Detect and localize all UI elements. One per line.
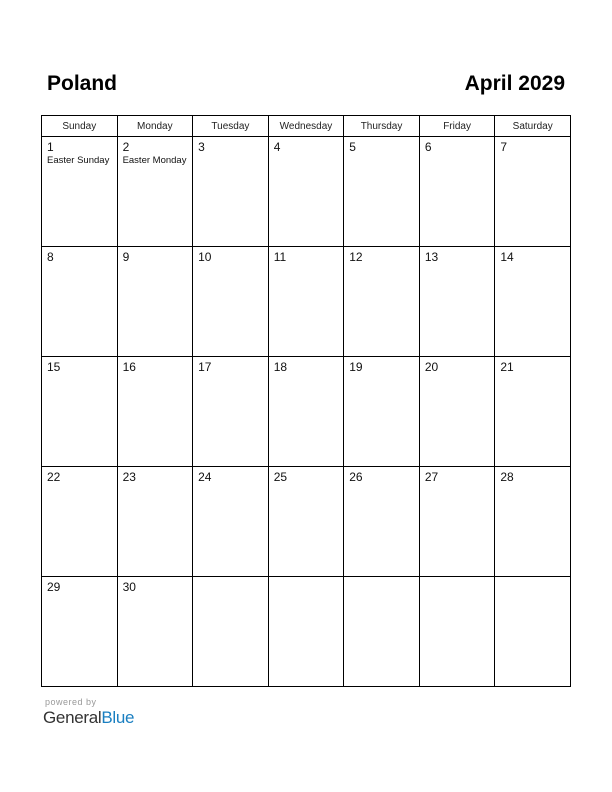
day-cell [268,247,344,357]
day-number: 2 [122,140,130,154]
day-number: 23 [122,470,136,484]
weekday-header: Sunday [42,116,118,137]
day-number: 30 [122,580,136,594]
day-number: 11 [273,250,287,264]
day-number: 24 [198,470,212,484]
day-cell [42,577,118,687]
day-cell [495,247,571,357]
day-cell [344,247,420,357]
day-cell [344,467,420,577]
weekday-header: Thursday [344,116,420,137]
day-number: 3 [198,140,205,154]
powered-by-text: powered by [45,697,97,707]
day-number: 14 [500,250,514,264]
week-row [42,247,571,357]
day-cell [42,247,118,357]
day-number: 12 [349,250,363,264]
weekday-header: Saturday [495,116,571,137]
day-cell [117,577,193,687]
day-number: 16 [122,360,136,374]
week-row [42,357,571,467]
day-cell [193,137,269,247]
holiday-label: Easter Sunday [47,155,110,166]
day-cell [117,247,193,357]
day-cell [117,357,193,467]
day-number: 19 [349,360,363,374]
day-cell [495,357,571,467]
generalblue-logo [43,708,134,728]
holiday-label: Easter Monday [122,155,187,166]
day-number: 10 [198,250,212,264]
footer-branding [43,696,134,728]
weekday-header: Friday [419,116,495,137]
country-title: Poland [47,72,118,95]
day-cell [495,137,571,247]
day-number: 15 [47,360,61,374]
week-row [42,577,571,687]
brand-name-part1: General [43,708,102,727]
month-year-title: April 2029 [464,72,565,95]
day-cell [117,467,193,577]
day-number: 1 [47,140,54,154]
calendar-grid [41,115,571,687]
day-number: 17 [198,360,212,374]
day-number: 29 [47,580,61,594]
day-cell [42,137,118,247]
weekday-header-row [42,116,571,137]
day-cell [193,247,269,357]
day-cell-empty [344,577,420,687]
day-cell [268,357,344,467]
day-cell [117,137,193,247]
day-cell [268,137,344,247]
day-number: 22 [47,470,61,484]
day-number: 13 [424,250,439,264]
day-cell [419,467,495,577]
day-number: 5 [349,140,356,154]
weekday-header: Monday [117,116,193,137]
day-number: 25 [273,470,288,484]
day-cell [419,247,495,357]
week-row [42,137,571,247]
day-number: 28 [500,470,514,484]
day-number: 26 [349,470,363,484]
day-cell-empty [193,577,269,687]
week-row [42,467,571,577]
day-number: 6 [424,140,432,154]
day-cell [344,357,420,467]
day-cell [344,137,420,247]
day-number: 9 [122,250,130,264]
day-number: 20 [424,360,439,374]
day-number: 7 [500,140,508,154]
day-cell [495,467,571,577]
weekday-header: Wednesday [268,116,344,137]
day-cell [419,137,495,247]
day-number: 8 [47,250,54,264]
day-cell [193,467,269,577]
day-cell [193,357,269,467]
brand-name-part2: Blue [101,708,135,727]
day-number: 18 [273,360,288,374]
day-cell [268,467,344,577]
day-cell-empty [268,577,344,687]
day-number: 27 [424,470,439,484]
weekday-header: Tuesday [193,116,269,137]
day-number: 4 [273,140,281,154]
day-cell [42,357,118,467]
day-number: 21 [500,360,514,374]
day-cell [42,467,118,577]
day-cell [419,357,495,467]
day-cell-empty [419,577,495,687]
day-cell-empty [495,577,571,687]
